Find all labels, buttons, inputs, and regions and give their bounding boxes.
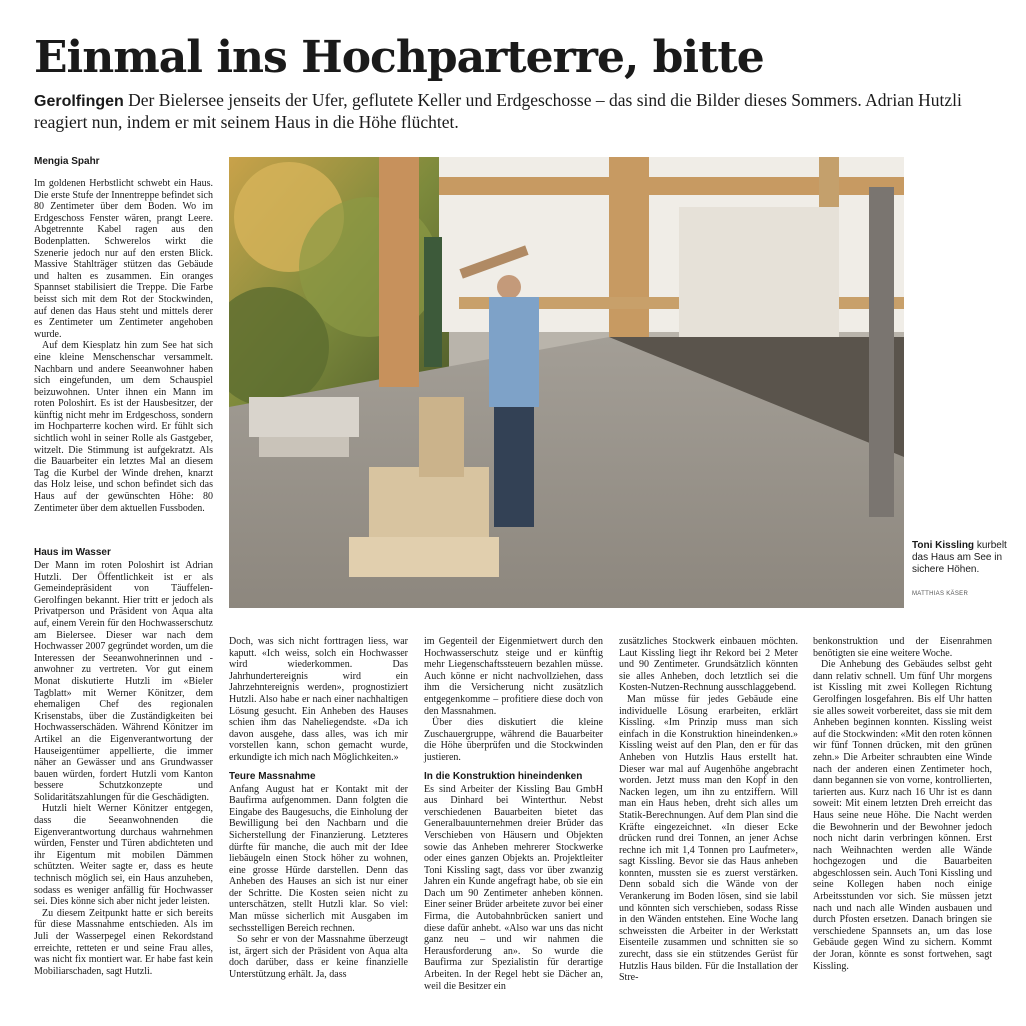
paragraph: Im goldenen Herbstlicht schwebt ein Haus. Die erste Stufe der Innentreppe befindet sich 80 Zentimeter über dem Boden. Wo im Erdgeschoss Fenster wären, prangt Leere. Abgetrennte Kabel ragen aus den Bodenplatten. Schwerelos wirkt die Szenerie jedoch nur auf den ersten Blick. Massive Stahlträger stützen das Gebäude und halten es zusammen. Ein oranges Spannset stabilisiert die Treppe. Die Farbe beisst sich mit dem Rot der Stockwinden, auf denen das Haus steht und mittels derer es Zentimeter um Zentimeter angehoben wurde. xyxy=(34,178,213,340)
paragraph: Es sind Arbeiter der Kissling Bau GmbH aus Dinhard bei Winterthur. Nebst verschiedenen Bauarbeiten bietet das Generalbauunternehmen dreier Brüder das Verschieben von Häusern und Objekten sowie das Anheben mehrerer Stockwerke oder eines ganzen Objekts an. Projektleiter Toni Kissling sagt, dass vor über zwanzig Jahren ein Kunde angefragt habe, ob sie ein Dach um 90 Zentimeter anheben können. Einer seiner Brüder arbeitete zuvor bei einer Firma, die Autobahnbrücken saniert und diese dafür anhebt. «Also war uns das nicht ganz neu – und wir nahmen die Herausforderung an». So wurde die Baufirma zur Spezialistin für derartige Arbeiten. In der Regel hebt sie Dächer an, weil die Besitzer ein xyxy=(424,783,603,992)
paragraph: Der Mann im roten Poloshirt ist Adrian Hutzli. Der Öffentlichkeit ist er als Gemeindepräsident von Täuffelen-Gerolfingen bekannt. Hier tritt er jedoch als Privatperson und Präsident von Aqua alta auf, einem Verein für den Hochwasserschutz am Bielersee. Dieser war nach dem Hochwasser 2007 gegründet worden, um die Interessen der Seeanwohnerinnen und -anwohner zu vertreten. Vor gut einem Monat diskutierte Hutzli im «Bieler Tagblatt» mit Werner Könitzer, dem ehemaligen Chef des regionalen Krisenstabs, über die Zuständigkeiten bei Hochwasserschäden. Während Könitzer im Artikel an die Eigenverantwortung der Hauseigentümer appellierte, die immer näher an Gewässer und ans Grundwasser bauen würden, fordert Hutzli vom Kanton bessere Schutzkonzepte und Solidaritätszahlungen für die Geschädigten. xyxy=(34,560,213,803)
paragraph: Doch, was sich nicht forttragen liess, war kaputt. «Ich weiss, solch ein Hochwasser wird wiederkommen. Das Jahrhundertereignis wird ein Jahrzehntereignis werden», prognostiziert Hutzli. Also habe er nach einer nachhaltigen Lösung gesucht. Ein Anheben des Hauses schien ihm das Naheliegendste. «Da ich davon ausgehe, dass alles, was ich mir vorstellen kann, schon gemacht wurde, erkundigte ich mich nach Möglichkeiten.» xyxy=(229,636,408,763)
caption-name: Toni Kissling xyxy=(912,540,975,551)
paragraph: benkonstruktion und der Eisenrahmen benötigten sie eine weitere Woche. xyxy=(813,636,992,659)
paragraph: Anfang August hat er Kontakt mit der Baufirma aufgenommen. Dann folgten die Eingabe des Baugesuchs, die Einholung der Bewilligung bei den Nachbarn und die Sicherstellung der Finanzierung. Letzteres dürfte für manche, die auch mit der Idee liebäugeln einen Stock höher zu wohnen, eine grosse Hürde darstellen. Denn das Anheben des Hauses an sich ist nur einer der Schritte. Die Kosten seien nicht zu unterschätzen, stellt Hutzli klar. So viel: Man müsse sicherlich mit Ausgaben im sechsstelligen Bereich rechnen. xyxy=(229,783,408,934)
article-column-3 xyxy=(424,636,603,992)
caption-text: kurbelt das Haus am See in sichere Höhen. xyxy=(912,540,1007,575)
paragraph: Zu diesem Zeitpunkt hatte er sich bereits für diese Massnahme entschieden. Als im Juli der Wasserpegel einen Rekordstand erreichte, retteten er und seine Frau alles, was nicht fix montiert war. Er habe fast kein Mobiliarschaden, sagt Hutzli. xyxy=(34,907,213,977)
subheading-teure-massnahme: Teure Massnahme xyxy=(229,770,316,782)
paragraph: Man müsse für jedes Gebäude eine individuelle Lösung erarbeiten, erklärt Kissling. «Im Prinzip muss man sich einfach in die Konstruktion hineindenken.» Kissling weist auf den Plan, den er für das Anheben von Hutzlis Haus erstellt hat. Dieser war mal auf Augenhöhe angebracht worden. Jetzt muss man den Kopf in den Nacken legen, um ihn zu entziffern. Will man ein Haus heben, dreht sich alles um Statik-Berechnungen. Auf dem Plan sind die Kräfte eingezeichnet. «In dieser Ecke drücken rund drei Tonnen, an jener Achse rechne ich mit 1,4 Tonnen pro Laufmeter», sagt Kissling. Bevor sie das Haus anheben konnten, mussten sie es zuerst verstärken. Denn sobald sich die Wände von der Verankerung im Boden lösen, sind sie labil und könnten sich verschieben, sodass Risse in den Wänden entstehen. Eine Woche lang schweissten die Arbeiter in der Werkstatt Eisenteile zusammen und schnitten sie so zurecht, dass sie ein stützendes Gerüst für Hutzlis Haus bilden. Für die Installation der Stre- xyxy=(619,693,798,984)
headline: Einmal ins Hochparterre, bitte xyxy=(34,32,764,83)
paragraph: So sehr er von der Massnahme überzeugt ist, ärgert sich der Präsident von Aqua alta doch darüber, dass er keine finanzielle Unterstützung erhält. Ja, dass xyxy=(229,934,408,981)
author-byline: Mengia Spahr xyxy=(34,156,100,167)
article-column-4 xyxy=(619,636,798,984)
kicker-location: Gerolfingen xyxy=(34,93,124,110)
lead-paragraph xyxy=(34,90,994,133)
subheading-haus-im-wasser: Haus im Wasser xyxy=(34,547,111,558)
lead-text: Der Bielersee jenseits der Ufer, geflutete Keller und Erdgeschosse – das sind die Bilder dieses Sommers. Adrian Hutzli reagiert nun, indem er mit seinem Haus in die Höhe flüchtet. xyxy=(34,90,962,132)
paragraph: Auf dem Kiesplatz hin zum See hat sich eine kleine Menschenschar versammelt. Nachbarn und andere Seeanwohner haben sich eingefunden, um dem Schauspiel beizuwohnen. Unter ihnen ein Mann im roten Poloshirt. Es ist der Hausbesitzer, der künftig nicht mehr im Erdgeschoss, sondern im Hochparterre kochen wird. Er fühlt sich sichtlich wohl in seiner Rolle als Gastgeber, witzelt. Die Stimmung ist aufgekratzt. Als die Bauarbeiter ein letztes Mal an diesem Tag die Kurbel der Winde drehen, knarzt das Holz leise, und schon befindet sich das Haus auf der gewünschten Höhe: 80 Zentimeter über dem aktuellen Fussboden. xyxy=(34,340,213,514)
paragraph: Die Anhebung des Gebäudes selbst geht dann relativ schnell. Um fünf Uhr morgens ist Kissling mit zwei Kollegen Richtung Gerolfingen losgefahren. Bis elf Uhr hatten sie alles soweit vorbereitet, dass sie mit dem Anheben beginnen konnten. Kissling weist auf die Stockwinden: «Mit den roten können wir fünf Tonnen drücken, mit den grünen zehn.» Die Arbeiter schraubten eine Winde nach der anderen einen Zentimeter hoch, dann begannen sie von vorne, kontrollierten, tarierten aus. Kurz nach 16 Uhr ist es dann soweit: Mit einem letzten Dreh erreicht das Haus seine neue Höhe. Die Nacht werden die Bewohnerin und der Bewohner jedoch noch nicht darin verbringen können. Erst nach Weihnachten werden alle Wände hochgezogen und die Bauarbeiten abgeschlossen sein. Auch Toni Kissling und seine Kollegen haben noch einige Arbeitsstunden vor sich. Sie müssen jetzt nach und nach alle Winden ausbauen und durch Pfosten ersetzen. Danach bringen sie verschiedene Spannsets an, um das lose Gebäude gegen Wind zu sichern. Kommt der Joran, könnte es sonst fortwehen, sagt Kissling. xyxy=(813,659,992,972)
paragraph: Über dies diskutiert die kleine Zuschauergruppe, während die Bauarbeiter die Höhe überprüfen und die Stockwinden justieren. xyxy=(424,717,603,763)
article-column-5 xyxy=(813,636,992,972)
photo-credit: MATTHIAS KÄSER xyxy=(912,591,969,597)
paragraph: zusätzliches Stockwerk einbauen möchten. Laut Kissling liegt ihr Rekord bei 2 Meter und 90 Zentimeter. Grundsätzlich könnten sie alles Anheben, doch letztlich sei die Kosten-Nutzen-Rechnung ausschlaggebend. xyxy=(619,636,798,694)
article-column-2 xyxy=(229,636,408,981)
subheading-konstruktion: In die Konstruktion hineindenken xyxy=(424,770,583,782)
article-photo xyxy=(229,157,904,608)
paragraph: im Gegenteil der Eigenmietwert durch den Hochwasserschutz steige und er künftig mehr Liegenschaftssteuern bezahlen müsse. Auch könne er nicht nachvollziehen, dass ihm die Versicherung nicht zusätzlich entgegenkomme – profitiere diese doch von den Massnahmen. xyxy=(424,636,603,717)
article-column-1-lower xyxy=(34,546,213,977)
paragraph: Hutzli hielt Werner Könitzer entgegen, dass die Seeanwohnenden die Eigenverantwortung durchaus wahrnehmen würden, Fenster und Türen abdichteten und ihr Eigentum mit mobilen Dämmen schützten. Weiter sagte er, dass es heute technisch möglich sei, ein Haus anzuheben, sodass es weniger anfällig für Hochwasser sei. Dies könne sich aber nicht jeder leisten. xyxy=(34,803,213,908)
article-column-1 xyxy=(34,178,213,514)
photo-caption xyxy=(912,540,1012,576)
